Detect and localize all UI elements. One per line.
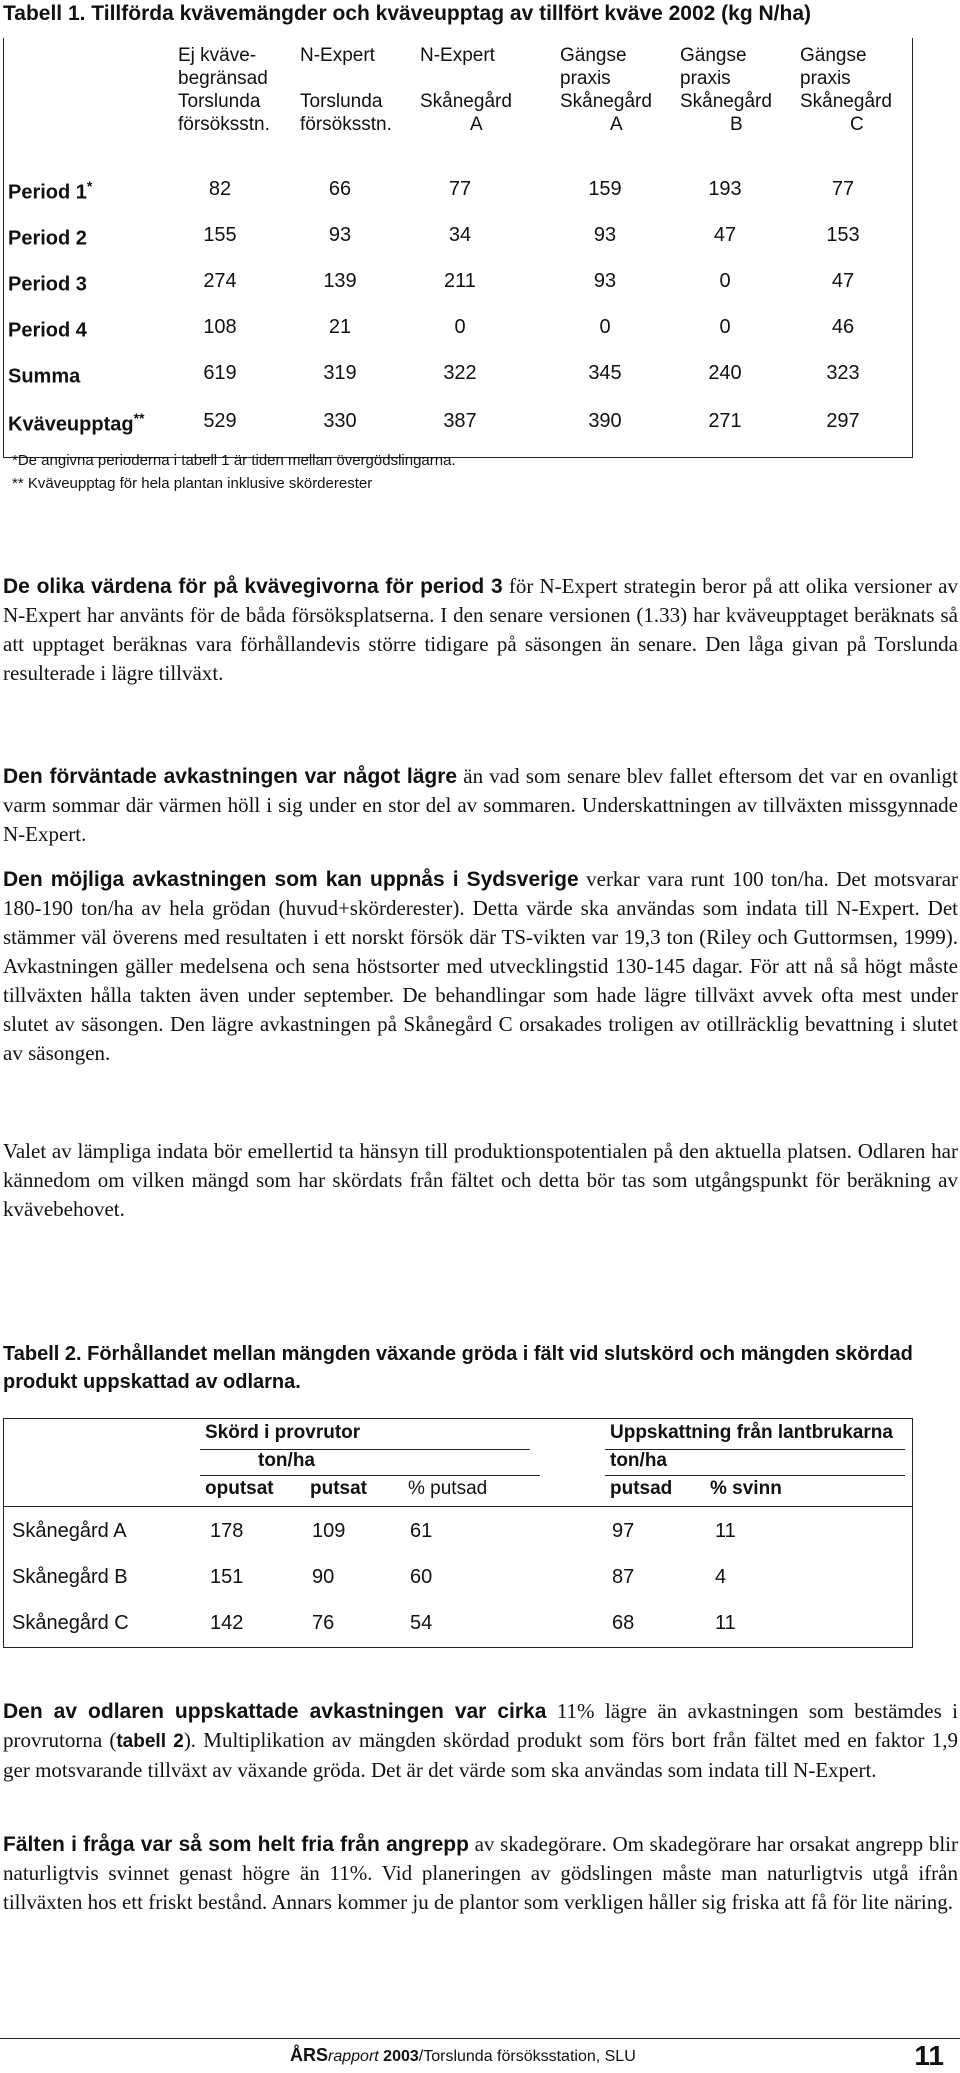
table1-footnote-1: *De angivna perioderna i tabell 1 är tiden mellan övergödslingarna. [12,452,456,469]
paragraph-6-text: av skadegörare. Om skadegörare har orsakat angrepp blir naturligtvis svinnet genast högre än 11%. Vid planeringen av gödslingen måste man naturligtvis utgå ifrån tillväxten hos ett friskt bestånd. Annars kommer ju de plantor som verkligen håller sig friska att få för lite näring. [3,1832,958,1914]
table1-cell: 274 [203,270,237,292]
table1-cell: 323 [826,362,860,384]
paragraph-3 [3,865,958,1068]
table1-cell: 345 [588,362,622,384]
table1-col6-header-line2: praxis [800,68,851,89]
table2-sub-rule-2 [605,1475,905,1476]
table2-cell: 151 [210,1566,244,1588]
paragraph-3-text: verkar vara runt 100 ton/ha. Det motsvarar 180-190 ton/ha av hela grödan (huvud+skörderester). Detta värde ska användas som indata till N-Expert. Det stämmer väl överens med resultaten i ett norskt försök där TS-vikten var 19,3 ton (Riley och Guttormsen, 1999). Avkastningen gäller medelsena och sena höstsorter med utvecklingstid 130-145 dagar. För att nå så högt måste tillväxten hålla takten även under september. De behandlingar som hade lägre tillväxt avvek ofta mest under slutet av säsongen. Den lägre avkastningen på Skånegård C orsakades troligen av otillräcklig bevattning i slutet av säsongen. [3,867,959,1065]
table1-cell: 47 [831,270,855,292]
table1-row-label-mark: * [86,178,93,194]
table1-col2-header-line3: Torslunda [300,91,383,112]
table1-col1-header-line2: begränsad [178,68,268,89]
table2-group2-unit: ton/ha [610,1450,667,1471]
table1-col2-header-line4: försöksstn. [300,114,392,135]
paragraph-2-lead: Den förväntade avkastningen var något lägre [3,765,458,788]
paragraph-5-lead: Den av odlaren uppskattade avkastningen var cirka [3,1700,547,1723]
table1-row-label [8,362,80,389]
table1-row-label [8,178,92,205]
footer-year: 2003 [383,2048,419,2065]
paragraph-6 [3,1830,958,1917]
table2-cell: 109 [312,1520,346,1542]
table1-cell: 77 [831,178,855,200]
table2-cell: 68 [612,1612,635,1634]
table2-header-oputsat: oputsat [205,1478,274,1499]
table1-col1-header-line1: Ej kväve- [178,45,257,66]
table1-col4-header-line3: Skånegård [560,91,652,112]
paragraph-6-lead: Fälten i fråga var så som helt fria från angrepp [3,1833,469,1856]
table2-cell: 11 [715,1520,736,1542]
table1-cell: 0 [454,316,466,338]
table1-cell: 297 [826,410,860,432]
table1-row-label-text: Summa [8,365,81,388]
table2-header-pct-putsad: % putsad [408,1478,488,1499]
table2-group1-rule [200,1449,530,1450]
table1-cell: 319 [323,362,357,384]
table1-row-label [8,316,87,343]
table2-cell: 87 [612,1566,635,1588]
table1-col6-header-line4: C [850,114,864,135]
paragraph-5-text-a: 11% lägre än avkastningen som bestämdes i provrutorna ( [3,1699,958,1752]
table1-cell: 322 [443,362,477,384]
table1-col4-header-line2: praxis [560,68,611,89]
table1-cell: 108 [203,316,237,338]
table1-footnote-2: ** Kväveupptag för hela plantan inklusive skörderester [12,475,373,492]
table1-cell: 82 [208,178,232,200]
page-number: 11 [914,2040,944,2071]
paragraph-5 [3,1697,958,1785]
table1-col5-header-line1: Gängse [680,45,747,66]
table1-cell: 0 [719,270,731,292]
table1-cell: 34 [448,224,472,246]
table1-col5-header-line2: praxis [680,68,731,89]
paragraph-1-text: för N-Expert strategin beror på att olika versioner av N-Expert har använts för de båda försöksplatserna. I den senare versionen (1.33) har kväveupptaget beräknats så att upptaget beräknas vara förhållandevis större tidigare på säsongen än senare. Den låga givan på Torslunda resulterade i lägre tillväxt. [3,574,958,685]
table1-row-label-mark: ** [133,410,145,426]
table2-cell: 76 [312,1612,335,1634]
table1-cell: 390 [588,410,622,432]
paragraph-5-text-b: ). Multiplikation av mängden skördad produkt som förs bort från fältet med en faktor 1,9 ger motsvarande tillväxt av växande gröda. Det är det värde som ska användas som indata till N-Expert. [3,1728,958,1782]
table2-group2-title: Uppskattning från lantbrukarna [610,1422,893,1443]
table1-row-label [8,410,145,437]
table1-cell: 0 [599,316,611,338]
table1-cell: 21 [328,316,352,338]
paragraph-4-text: Valet av lämpliga indata bör emellertid ta hänsyn till produktionspotentialen på den aktuella platsen. Odlaren har kännedom om vilken mängd som har skördats från fältet och detta bör tas som utgångspunkt för beräkning av kvävebehovet. [3,1139,958,1221]
table2-cell: 54 [410,1612,433,1634]
table1-row-label-text: Period 3 [8,273,87,296]
table2-header-pct-svinn: % svinn [710,1478,782,1499]
table1-col6-header-line1: Gängse [800,45,867,66]
table1-cell: 271 [708,410,742,432]
table2-cell: 142 [210,1612,244,1634]
table1-cell: 619 [203,362,237,384]
table1-cell: 139 [323,270,357,292]
table1-cell: 66 [328,178,352,200]
table1-cell: 77 [448,178,472,200]
footer-brand-rest: rapport [328,2048,379,2065]
table2-frame [3,1418,913,1648]
table2-header-rule [3,1506,913,1507]
table1-row-label [8,224,87,251]
table1-row-label-text: Period 2 [8,227,87,250]
paragraph-5-ref: tabell 2 [116,1731,184,1752]
table1-title: Tabell 1. Tillförda kvävemängder och kväveupptag av tillfört kväve 2002 (kg N/ha) [3,2,812,25]
table1-cell: 387 [443,410,477,432]
table2-sub-rule-1 [200,1475,540,1476]
table1-cell: 93 [593,270,617,292]
table2-row-label: Skånegård B [12,1566,128,1588]
table1-col4-header-line1: Gängse [560,45,627,66]
table1-col2-header-line1: N-Expert [300,45,375,66]
footer [290,2045,636,2066]
paragraph-1-lead: De olika värdena för på kvävegivorna för period 3 [3,575,503,598]
table2-row-label: Skånegård A [12,1520,127,1542]
table2-cell: 97 [612,1520,635,1542]
paragraph-2 [3,762,958,849]
paragraph-3-lead: Den möjliga avkastningen som kan uppnås i Sydsverige [3,868,579,891]
table1-row-label [8,270,87,297]
table1-cell: 153 [826,224,860,246]
table2-header-putsad: putsad [610,1478,673,1499]
footer-text: /Torslunda försöksstation, SLU [418,2048,636,2065]
table1-row-label-text: Period 4 [8,319,87,342]
table1-col5-header-line3: Skånegård [680,91,772,112]
table1-col5-header-line4: B [730,114,743,135]
table2-title: Tabell 2. Förhållandet mellan mängden växande gröda i fält vid slutskörd och mängden skördad produkt uppskattad av odlarna. [3,1343,913,1393]
table1-cell: 193 [708,178,742,200]
table1-col3-header-line3: Skånegård [420,91,512,112]
table1-cell: 240 [708,362,742,384]
table1-col1-header-line4: försöksstn. [178,114,270,135]
table1-row-label-text: Period 1 [8,181,87,204]
table1-cell: 46 [831,316,855,338]
table2-cell: 90 [312,1566,335,1588]
table2-row-label: Skånegård C [12,1612,129,1634]
table2-group1-title: Skörd i provrutor [205,1422,361,1443]
table1-cell: 529 [203,410,237,432]
table2-cell: 60 [410,1566,433,1588]
table1-col4-header-line4: A [610,114,623,135]
table1-cell: 47 [713,224,737,246]
table1-cell: 211 [444,270,476,292]
table1-col6-header-line3: Skånegård [800,91,892,112]
table1-cell: 93 [593,224,617,246]
table1-col3-header-line1: N-Expert [420,45,495,66]
table2-cell: 61 [410,1520,433,1542]
table2-cell: 11 [715,1612,736,1634]
table1-cell: 330 [323,410,357,432]
table2-cell: 4 [715,1566,727,1588]
table2-group1-unit: ton/ha [258,1450,315,1471]
table2-cell: 178 [210,1520,244,1542]
table1-row-label-text: Kväveupptag [8,413,134,436]
paragraph-2-text: än vad som senare blev fallet eftersom det var en ovanligt varm sommar där värmen höll i sig under en stor del av sommaren. Underskattningen av tillväxten missgynnade N-Expert. [3,764,958,846]
footer-brand: ÅRS [290,2045,329,2065]
footer-rule [0,2038,960,2039]
paragraph-1 [3,572,958,688]
table1-cell: 155 [203,224,237,246]
table1-cell: 0 [719,316,731,338]
table1-col1-header-line3: Torslunda [178,91,261,112]
table2-header-putsat: putsat [310,1478,367,1499]
table1-col3-header-line4: A [470,114,483,135]
table1-cell: 159 [588,178,622,200]
table1-cell: 93 [328,224,352,246]
paragraph-4 [3,1137,958,1224]
